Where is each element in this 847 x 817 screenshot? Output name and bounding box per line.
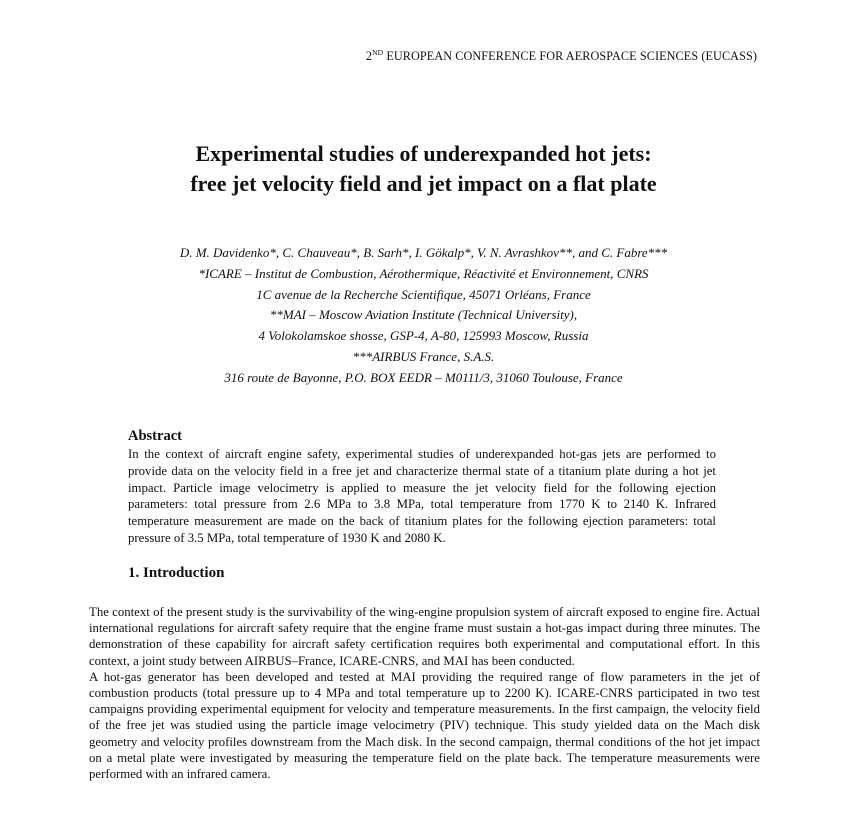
- paper-title: [0, 139, 847, 199]
- affiliation-line: 316 route de Bayonne, P.O. BOX EEDR – M0111/3, 31060 Toulouse, France: [224, 369, 623, 385]
- introduction-heading: 1. Introduction: [128, 565, 225, 581]
- affiliation-line: ***AIRBUS France, S.A.S.: [352, 348, 495, 364]
- introduction-paragraph: A hot-gas generator has been developed and tested at MAI providing the required range of flow parameters in the jet of combustion products (total pressure up to 4 MPa and total temperature up to 2200 K). ICARE-CNRS participated in two test campaigns providing experimental equipment for velocity and temperature measurements. In the first campaign, the velocity field of the free jet was studied using the particle image velocimetry (PIV) technique. This study yielded data on the Mach disk geometry and velocity profiles downstream from the Mach disk. In the second campaign, thermal conditions of the hot jet impact on a metal plate were investigated by measuring the temperature field on the plate back. The temperature measurements were performed with an infrared camera.: [89, 669, 760, 782]
- title-line-1: Experimental studies of underexpanded hot jets:: [195, 141, 652, 166]
- header-superscript: ND: [372, 48, 384, 57]
- abstract-heading: Abstract: [128, 428, 182, 444]
- introduction-body: [89, 604, 760, 782]
- title-line-2: free jet velocity field and jet impact on a flat plate: [190, 171, 657, 196]
- header-ordinal: 2: [365, 49, 373, 63]
- affiliation-line: 1C avenue de la Recherche Scientifique, 45071 Orléans, France: [256, 286, 591, 302]
- author-block: [0, 243, 847, 389]
- header-text: EUROPEAN CONFERENCE FOR AEROSPACE SCIENCES (EUCASS): [383, 49, 757, 63]
- affiliation-line: **MAI – Moscow Aviation Institute (Technical University),: [269, 307, 578, 323]
- running-header: [366, 48, 757, 64]
- author-names: D. M. Davidenko*, C. Chauveau*, B. Sarh*, I. Gökalp*, V. N. Avrashkov**, and C. Fabre***: [179, 245, 668, 260]
- introduction-paragraph: The context of the present study is the survivability of the wing-engine propulsion system of aircraft exposed to engine fire. Actual international regulations for aircraft safety require that the engine frame must sustain a hot-gas impact during three minutes. The demonstration of these capability for aircraft safety certification requires both experimental and computational effort. In this context, a joint study between AIRBUS–France, ICARE-CNRS, and MAI has been conducted.: [89, 605, 760, 668]
- abstract-body: In the context of aircraft engine safety, experimental studies of underexpanded hot-gas jets are performed to provide data on the velocity field in a free jet and characterize thermal state of a titanium plate during a hot jet impact. Particle image velocimetry is applied to measure the jet velocity field for the following ejection parameters: total pressure from 2.6 MPa to 3.8 MPa, total temperature from 1770 K to 2140 K. Infrared temperature measurement are made on the back of titanium plates for the following ejection parameters: total pressure of 3.5 MPa, total temperature of 1930 K and 2080 K.: [128, 447, 716, 545]
- affiliation-line: *ICARE – Institut de Combustion, Aérothermique, Réactivité et Environnement, CNRS: [198, 265, 649, 281]
- affiliation-line: 4 Volokolamskoe shosse, GSP-4, A-80, 125993 Moscow, Russia: [258, 328, 589, 344]
